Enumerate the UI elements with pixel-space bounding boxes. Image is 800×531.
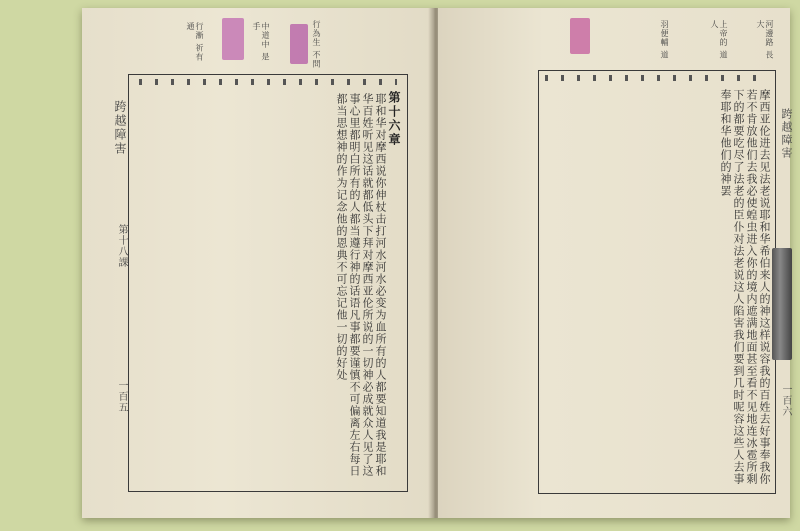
right-margin-note-2: 上帝的 道人 (710, 20, 728, 60)
left-page-number: 一百五 (116, 380, 127, 413)
left-stamp-magenta (222, 18, 244, 60)
right-header-ticks (545, 75, 767, 81)
page-clip (772, 248, 792, 360)
left-body-text: 耶和华对摩西说你伸杖击打河水河水必变为血所有的人都要知道我是耶和华百姓听见这话就都低头下拜对摩西亚伦所说的一切神必成就众人见了这事心里都明白所有的人都当遵行神的话语凡事都要谨慎不可偏离左右每日都当思想神的作为记念他的恩典不可忘记他一切的好处 (335, 93, 387, 477)
left-side-title: 跨越障害 (113, 100, 127, 156)
right-stamp-magenta (570, 18, 590, 54)
left-margin-note-3: 行為生 不問 (312, 20, 321, 69)
right-page-number: 一百六 (780, 384, 791, 417)
right-margin-note-3: 羽便輔 道 (660, 20, 669, 60)
right-margin-note-1: 河邊路 長大 (756, 20, 774, 60)
left-margin-note-2: 中道中 是手 (252, 22, 270, 62)
open-book (82, 8, 793, 518)
left-stamp-magenta-2 (290, 24, 308, 64)
left-chapter-title: 第十六章 (387, 91, 401, 147)
right-body-text: 摩西亚伦进去见法老说耶和华希伯来人的神这样说容我的百姓去好事奉我你若不肯放他们去我必使蝗虫进入你的境内遮满地面甚至看不见地连冰雹所剩下的都要吃尽了法老的臣仆对法老说这人陷害我们要到几时呢容这些人去事奉耶和华他们的神罢 (719, 89, 771, 485)
right-text-frame (538, 70, 776, 494)
left-text-frame (128, 74, 408, 492)
left-margin-note-1: 行漸 祈有通 (186, 22, 204, 62)
left-section-mark: 第十八課 (116, 224, 127, 268)
right-page (438, 8, 793, 518)
left-page (82, 8, 434, 518)
left-header-ticks (139, 79, 397, 85)
right-side-title: 跨越障害 (780, 108, 793, 160)
